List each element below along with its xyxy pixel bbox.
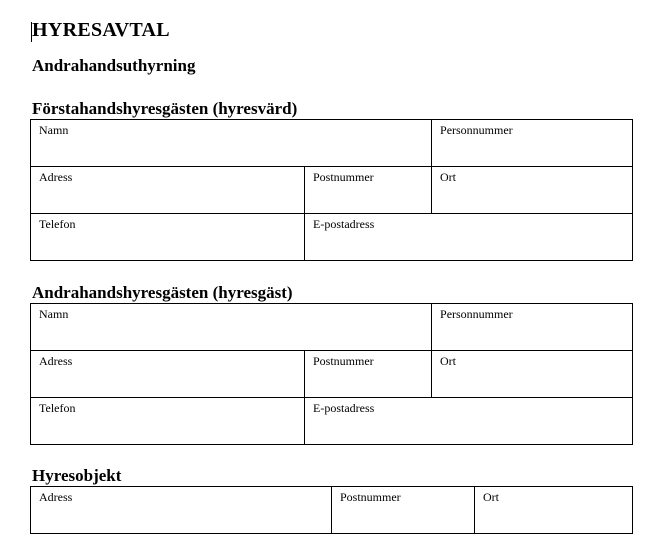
field-label: Personnummer bbox=[440, 307, 513, 321]
field-label: E-postadress bbox=[313, 217, 375, 231]
field-label: Telefon bbox=[39, 217, 76, 231]
field-label: Ort bbox=[440, 354, 457, 368]
field-label: Namn bbox=[39, 123, 69, 137]
tenant-city-field[interactable] bbox=[432, 351, 633, 398]
landlord-heading: Förstahandshyresgästen (hyresvärd) bbox=[32, 99, 298, 118]
field-label: Postnummer bbox=[340, 490, 401, 504]
property-postal-code-field[interactable] bbox=[332, 487, 475, 534]
tenant-table bbox=[30, 303, 633, 445]
field-label: Ort bbox=[483, 490, 499, 504]
tenant-personal-number-field[interactable] bbox=[432, 304, 633, 351]
landlord-name-field[interactable] bbox=[31, 120, 432, 167]
landlord-phone-field[interactable] bbox=[31, 214, 305, 261]
field-label: Personnummer bbox=[440, 123, 513, 137]
field-label: Telefon bbox=[39, 401, 76, 415]
tenant-postal-code-field[interactable] bbox=[305, 351, 432, 398]
landlord-address-field[interactable] bbox=[31, 167, 305, 214]
field-label: Postnummer bbox=[313, 354, 374, 368]
document-subtitle: Andrahandsuthyrning bbox=[32, 56, 196, 75]
tenant-heading: Andrahandshyresgästen (hyresgäst) bbox=[32, 283, 293, 302]
tenant-phone-field[interactable] bbox=[31, 398, 305, 445]
field-label: Adress bbox=[39, 354, 73, 368]
landlord-city-field[interactable] bbox=[432, 167, 633, 214]
landlord-personal-number-field[interactable] bbox=[432, 120, 633, 167]
landlord-email-field[interactable] bbox=[305, 214, 633, 261]
property-heading: Hyresobjekt bbox=[32, 466, 122, 485]
landlord-table bbox=[30, 119, 633, 261]
property-table bbox=[30, 486, 633, 534]
property-city-field[interactable] bbox=[475, 487, 633, 534]
field-label: E-postadress bbox=[313, 401, 375, 415]
field-label: Postnummer bbox=[313, 170, 374, 184]
landlord-postal-code-field[interactable] bbox=[305, 167, 432, 214]
tenant-email-field[interactable] bbox=[305, 398, 633, 445]
field-label: Namn bbox=[39, 307, 69, 321]
field-label: Adress bbox=[39, 490, 73, 504]
document-title: HYRESAVTAL bbox=[32, 19, 170, 41]
tenant-address-field[interactable] bbox=[31, 351, 305, 398]
field-label: Adress bbox=[39, 170, 73, 184]
tenant-name-field[interactable] bbox=[31, 304, 432, 351]
property-address-field[interactable] bbox=[31, 487, 332, 534]
field-label: Ort bbox=[440, 170, 457, 184]
